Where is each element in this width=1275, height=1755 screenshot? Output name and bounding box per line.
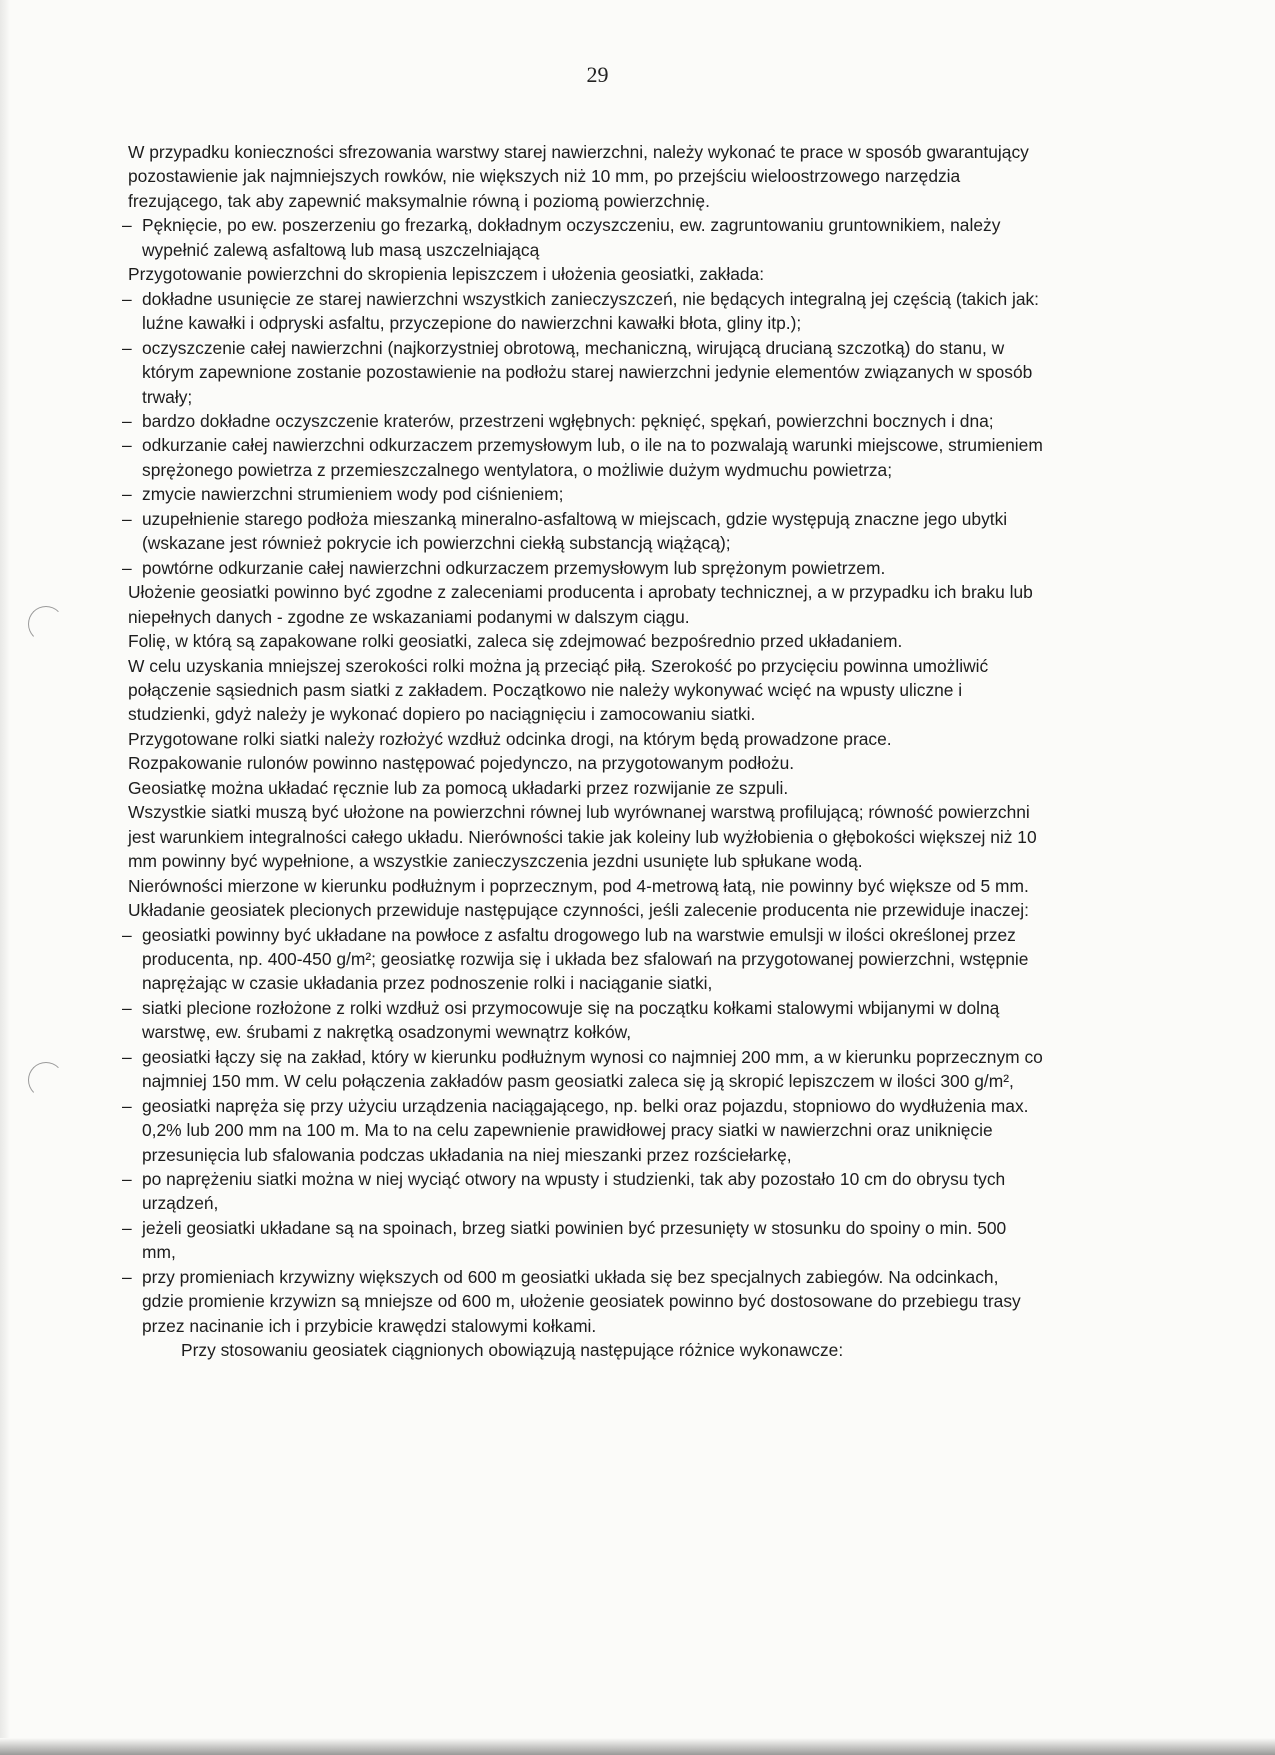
punch-hole-mark <box>28 606 64 642</box>
list-item-text: Pęknięcie, po ew. poszerzeniu go frezarką, dokładnym oczyszczeniu, ew. zagruntowaniu gruntownikiem, należy wypełnić zalewą asfaltową lub masą uszczelniającą <box>142 215 1001 260</box>
scan-shadow-left <box>0 0 10 1755</box>
list-item <box>122 336 1043 409</box>
list-item-text: jeżeli geosiatki układane są na spoinach, brzeg siatki powinien być przesunięty w stosunku do spoiny o min. 500 mm, <box>142 1217 1007 1263</box>
list-item <box>122 409 1043 433</box>
list-item <box>122 1045 1043 1094</box>
list-item <box>122 433 1043 482</box>
paragraph: Układanie geosiatek plecionych przewiduje następujące czynności, jeśli zalecenie producenta nie przewiduje inaczej: <box>128 900 1029 921</box>
list-item <box>122 287 1043 336</box>
list-item <box>122 1216 1043 1265</box>
dash-bullet: – <box>122 215 132 236</box>
list-item <box>122 1265 1043 1338</box>
list-item <box>122 996 1043 1045</box>
list-item-text: geosiatki łączy się na zakład, który w kierunku podłużnym wynosi co najmniej 200 mm, a w kierunku poprzecznym co najmniej 150 mm. W celu połączenia zakładów pasm geosiatki zaleca się ją skropić lepiszczem w ilości 300 g/m², <box>142 1046 1043 1092</box>
dash-bullet: – <box>122 484 132 505</box>
dash-bullet: – <box>122 337 132 358</box>
list-item-text: po naprężeniu siatki można w niej wyciąć otwory na wpusty i studzienki, tak aby pozostało 10 cm do obrysu tych urządzeń, <box>142 1169 1006 1214</box>
list-item <box>122 1094 1043 1167</box>
paragraph: Rozpakowanie rulonów powinno następować pojedynczo, na przygotowanym podłożu. <box>128 753 795 774</box>
dash-bullet: – <box>122 997 132 1018</box>
list-item <box>122 923 1043 996</box>
list-item <box>122 482 1043 506</box>
list-item-text: bardzo dokładne oczyszczenie kraterów, przestrzeni wgłębnych: pęknięć, spękań, powierzchni bocznych i dna; <box>142 410 994 431</box>
list-item-text: geosiatki powinny być układane na powłoce z asfaltu drogowego lub na warstwie emulsji w ilości określonej przez producenta, np. 400-450 g/m²; geosiatkę rozwija się i układa bez sfalowań na przygotowanej powierzchni, wstępnie naprężając w czasie układania przez podnoszenie rolki i naciąganie siatki, <box>142 924 1029 994</box>
punch-hole-mark <box>28 1062 64 1098</box>
paragraph: Wszystkie siatki muszą być ułożone na powierzchni równej lub wyrównanej warstwą profilującą; równość powierzchni jest warunkiem integralności całego układu. Nierówności takie jak koleiny lub wyżłobienia o głębokości większej niż 10 mm powinny być wypełnione, a wszystkie zanieczyszczenia jezdni usunięte lub spłukane wodą. <box>128 802 1037 872</box>
paragraph: Nierówności mierzone w kierunku podłużnym i poprzecznym, pod 4-metrową łatą, nie powinny być większe od 5 mm. <box>128 875 1029 896</box>
list-item-text: oczyszczenie całej nawierzchni (najkorzystniej obrotową, mechaniczną, wirującą drucianą szczotką) do stanu, w którym zapewnione zostanie pozostawienie na podłożu starej nawierzchni jedynie elementów związanych w sposób trwały; <box>142 337 1033 407</box>
list-item <box>122 507 1043 556</box>
page-number: 29 <box>586 62 609 87</box>
dash-bullet: – <box>122 1095 132 1116</box>
paragraph: Geosiatkę można układać ręcznie lub za pomocą układarki przez rozwijanie ze szpuli. <box>128 777 789 798</box>
list-item-text: powtórne odkurzanie całej nawierzchni odkurzaczem przemysłowym lub sprężonym powietrzem. <box>142 557 886 578</box>
document-body <box>122 140 1043 1363</box>
paragraph: Folię, w którą są zapakowane rolki geosiatki, zaleca się zdejmować bezpośrednio przed układaniem. <box>128 631 903 652</box>
paragraph: W celu uzyskania mniejszej szerokości rolki można ją przeciąć piłą. Szerokość po przycięciu powinna umożliwić połączenie sąsiednich pasm siatki z zakładem. Początkowo nie należy wykonywać wcięć na wpusty uliczne i studzienki, gdyż należy je wykonać dopiero po naciągnięciu i zamocowaniu siatki. <box>128 655 989 725</box>
list-item <box>122 556 1043 580</box>
list-item-text: zmycie nawierzchni strumieniem wody pod ciśnieniem; <box>142 484 564 505</box>
dash-bullet: – <box>122 288 132 309</box>
dash-bullet: – <box>122 1169 132 1190</box>
dash-bullet: – <box>122 924 132 945</box>
dash-bullet: – <box>122 1217 132 1238</box>
dash-bullet: – <box>122 508 132 529</box>
list-item-text: przy promieniach krzywizny większych od 600 m geosiatki układa się bez specjalnych zabiegów. Na odcinkach, gdzie promienie krzywizn są mniejsze od 600 m, ułożenie geosiatek powinno być dostosowane do przebiegu trasy przez nacinanie ich i przybicie krawędzi stalowymi kołkami. <box>142 1266 1021 1336</box>
paragraph-indented: Przy stosowaniu geosiatek ciągnionych obowiązują następujące różnice wykonawcze: <box>181 1340 844 1361</box>
paragraph: W przypadku konieczności sfrezowania warstwy starej nawierzchni, należy wykonać te prace w sposób gwarantujący pozostawienie jak najmniejszych rowków, nie większych niż 10 mm, po przejściu wieloostrzowego narzędzia frezującego, tak aby zapewnić maksymalnie równą i poziomą powierzchnię. <box>128 142 1029 211</box>
dash-bullet: – <box>122 435 132 456</box>
dash-bullet: – <box>122 557 132 578</box>
dash-bullet: – <box>122 1266 132 1287</box>
list-item-text: siatki plecione rozłożone z rolki wzdłuż osi przymocowuje się na początku kołkami stalowymi wbijanymi w dolną warstwę, ew. śrubami z nakrętką osadzonymi wewnątrz kołków, <box>142 997 1000 1043</box>
list-item-text: dokładne usunięcie ze starej nawierzchni wszystkich zanieczyszczeń, nie będących integralną jej częścią (takich jak: luźne kawałki i odpryski asfaltu, przyczepione do nawierzchni kawałki błota, gliny itp.); <box>142 288 1040 334</box>
list-item-text: uzupełnienie starego podłoża mieszanką mineralno-asfaltową w miejscach, gdzie występują znaczne jego ubytki (wskazane jest również pokrycie ich powierzchni ciekłą substancją wiążącą); <box>142 508 1008 554</box>
list-item-text: geosiatki napręża się przy użyciu urządzenia naciągającego, np. belki oraz pojazdu, stopniowo do wydłużenia max. 0,2% lub 200 mm na 100 m. Ma to na celu zapewnienie prawidłowej pracy siatki w nawierzchni oraz uniknięcie przesunięcia lub sfalowania podczas układania na niej mieszanki przez rozściełarkę, <box>142 1095 1029 1165</box>
paragraph: Przygotowanie powierzchni do skropienia lepiszczem i ułożenia geosiatki, zakłada: <box>128 264 765 285</box>
paragraph: Ułożenie geosiatki powinno być zgodne z zaleceniami producenta i aprobaty technicznej, a w przypadku ich braku lub niepełnych danych - zgodne ze wskazaniami podanymi w dalszym ciągu. <box>128 582 1033 627</box>
list-item <box>122 1167 1043 1216</box>
list-item-text: odkurzanie całej nawierzchni odkurzaczem przemysłowym lub, o ile na to pozwalają warunki miejscowe, strumieniem sprężonego powietrza z przemieszczalnego wentylatora, o możliwie dużym wydmuchu powietrza; <box>142 435 1043 480</box>
dash-bullet: – <box>122 410 132 431</box>
list-item <box>122 213 1043 262</box>
dash-bullet: – <box>122 1046 132 1067</box>
paragraph: Przygotowane rolki siatki należy rozłożyć wzdłuż odcinka drogi, na którym będą prowadzone prace. <box>128 728 892 749</box>
scan-shadow-bottom <box>0 1738 1275 1755</box>
